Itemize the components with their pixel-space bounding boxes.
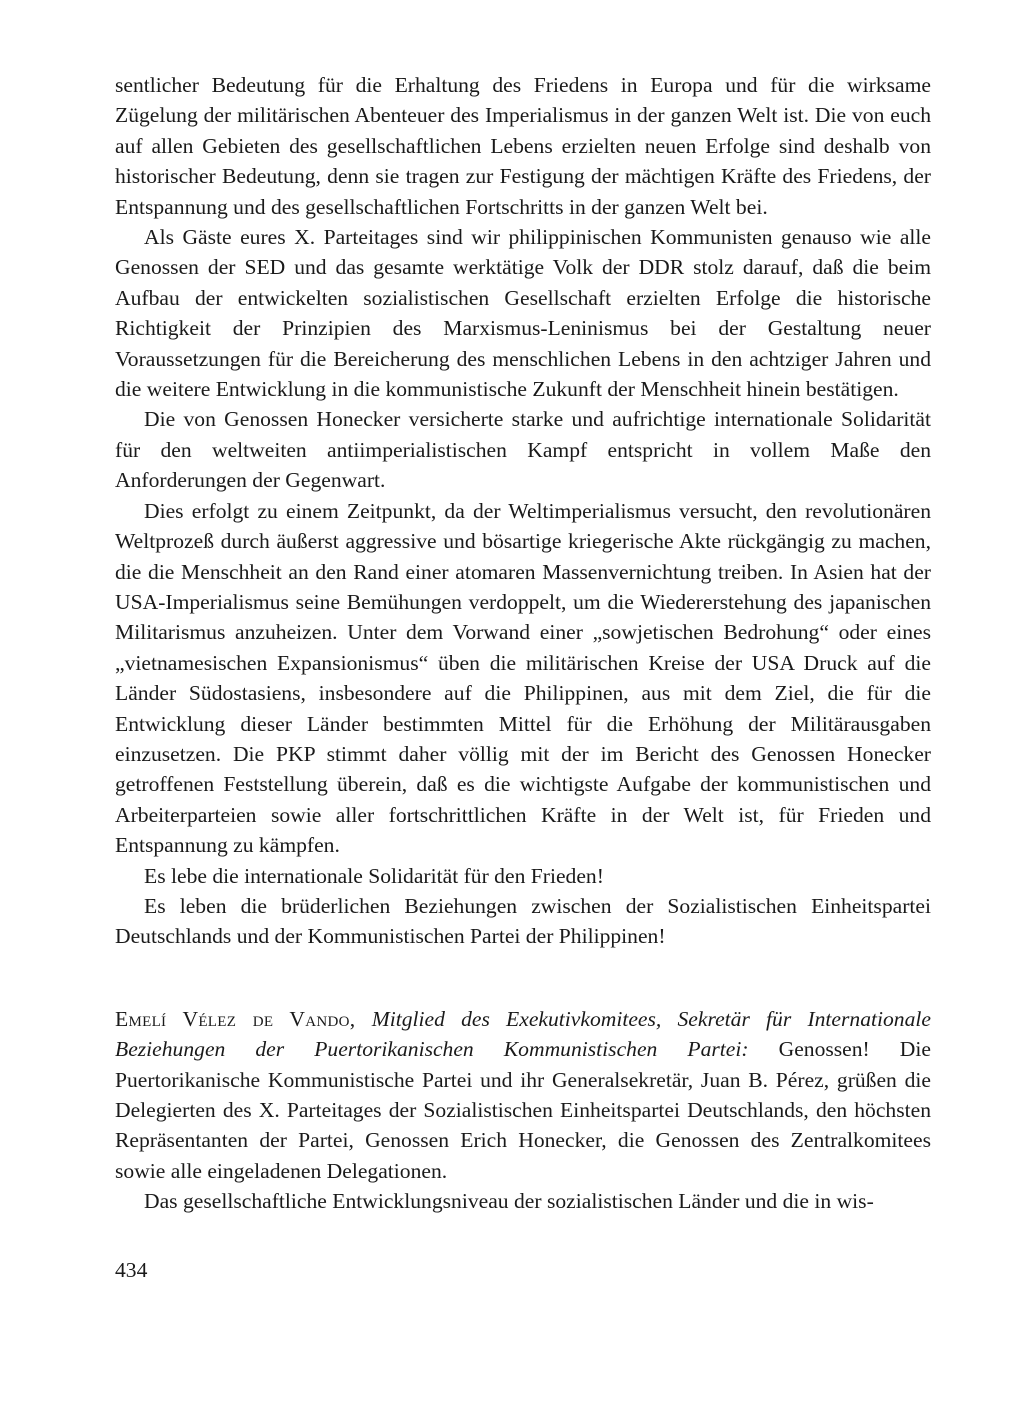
text-column [115, 70, 931, 1217]
speaker-role: Mitglied des Exekutivkomitees, Sekretär für Internationale Beziehungen der Puertorikanischen Kommunistischen Partei: [115, 1006, 931, 1062]
section-gap [115, 952, 931, 1004]
paragraph-6: Es leben die brüderlichen Beziehungen zwischen der Sozialistischen Einheitspartei Deutschlands und der Kommunistischen Partei der Philippinen! [115, 893, 931, 949]
paragraph-1: sentlicher Bedeutung für die Erhaltung des Friedens in Europa und für die wirksame Zügelung der militärischen Abenteuer des Imperialismus in der ganzen Welt ist. Die von euch auf allen Gebieten des gesellschaftlichen Lebens erzielten neuen Erfolge sind deshalb von historischer Bedeutung, denn sie tragen zur Festigung der mächtigen Kräfte des Friedens, der Entspannung und des gesellschaftlichen Fortschritts in der ganzen Welt bei. [115, 73, 931, 219]
paragraph-3: Die von Genossen Honecker versicherte starke und aufrichtige internationale Solidarität für den weltweiten antiimperialistischen Kampf entspricht in vollem Maße den Anforderungen der Gegenwart. [115, 407, 931, 493]
paragraph-4: Dies erfolgt zu einem Zeitpunkt, da der Weltimperialismus versucht, den revolutionären Weltprozeß durch äußerst aggressive und bösartige kriegerische Akte rückgängig zu machen, die die Menschheit an den Rand einer atomaren Massenvernichtung treiben. In Asien hat der USA-Imperialismus seine Bemühungen verdoppelt, um die Wiedererstehung des japanischen Militarismus anzuheizen. Unter dem Vorwand einer „sowjetischen Bedrohung“ oder eines „vietnamesischen Expansionismus“ üben die militärischen Kreise der USA Druck auf die Länder Südostasiens, insbesondere auf die Philippinen, aus mit dem Ziel, die für die Entwicklung dieser Länder bestimmten Mittel für die Erhöhung der Militärausgaben einzusetzen. Die PKP stimmt daher völlig mit der im Bericht des Genossen Honecker getroffenen Feststellung überein, daß es die wichtigste Aufgabe der kommunistischen und Arbeiterparteien sowie aller fortschrittlichen Kräfte in der Welt ist, für Frieden und Entspannung zu kämpfen. [115, 498, 931, 858]
speaker-paragraph [115, 1004, 931, 1186]
paragraph-2: Als Gäste eures X. Parteitages sind wir philippinischen Kommunisten genauso wie alle Genossen der SED und das gesamte werktätige Volk der DDR stolz darauf, daß die beim Aufbau der entwickelten sozialistischen Gesellschaft erzielten Erfolge die historische Richtigkeit der Prinzipien des Marxismus-Leninismus bei der Gestaltung neuer Voraussetzungen für die Bereicherung des menschlichen Lebens in den achtziger Jahren und die weitere Entwicklung in die kommunistische Zukunft der Menschheit hinein bestätigen. [115, 225, 931, 402]
paragraph-last: Das gesellschaftliche Entwicklungsniveau der sozialistischen Länder und die in wis- [144, 1189, 874, 1214]
speaker-speech: Genossen! Die Puertorikanische Kommunistische Partei und ihr Generalsekretär, Juan B. Pérez, grüßen die Delegierten des X. Parteitages der Sozialistischen Einheitspartei Deutschlands, den höchsten Repräsentanten der Partei, Genossen Erich Honecker, die Genossen des Zentralkomitees sowie alle eingeladenen Delegationen. [115, 1037, 931, 1183]
speaker-name: Emelí Vélez de Vando, [115, 1006, 356, 1031]
page-number: 434 [115, 1258, 148, 1282]
paragraph-5: Es lebe die internationale Solidarität für den Frieden! [144, 863, 604, 888]
